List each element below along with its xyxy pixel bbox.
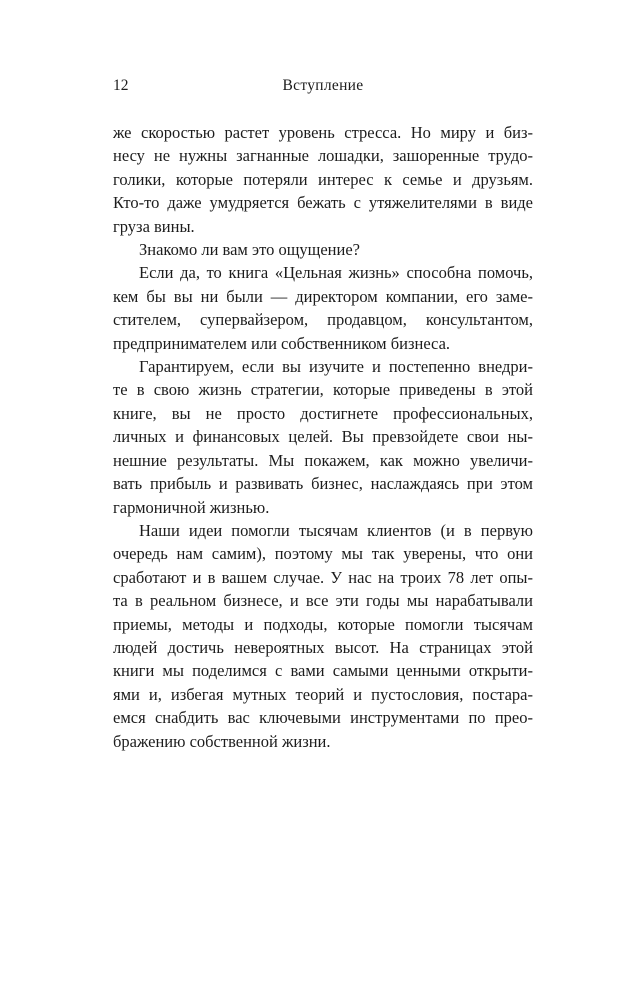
chapter-header-title: Вступление [282, 77, 364, 94]
text-line: Наши идеи помогли тысячам клиентов (и в первую [139, 520, 533, 540]
text-line: ями и, избегая мутных теорий и пустословия, постара- [113, 684, 533, 704]
text-line: те в свою жизнь стратегии, которые приведены в этой [113, 380, 533, 400]
text-line: Если да, то книга «Цельная жизнь» способна помочь, [139, 263, 533, 283]
text-line: груза вины. [113, 216, 195, 236]
text-line: Кто-то даже умудряется бежать с утяжелителями в виде [113, 193, 533, 213]
text-line: приемы, методы и подходы, которые помогли тысячам [113, 614, 533, 634]
text-line: емся снабдить вас ключевыми инструментами по прео- [113, 708, 533, 728]
page-number: 12 [113, 77, 129, 94]
text-line: бражению собственной жизни. [113, 731, 331, 751]
text-line: книги мы поделимся с вами самыми ценными открыти- [113, 661, 533, 681]
text-line: предпринимателем или собственником бизнеса. [113, 333, 451, 353]
text-line: книге, вы не просто достигнете профессиональных, [113, 403, 533, 423]
text-line: голики, которые потеряли интерес к семье и друзьям. [113, 169, 533, 189]
text-line: личных и финансовых целей. Вы превзойдете свои ны- [113, 427, 533, 447]
text-line: людей достичь невероятных высот. На страницах этой [113, 637, 533, 657]
body-text-block [113, 121, 533, 753]
text-line: сработают и в вашем случае. У нас на троих 78 лет опы- [113, 567, 533, 587]
text-line: гармоничной жизнью. [113, 497, 270, 517]
text-line: Гарантируем, если вы изучите и постепенно внедри- [139, 357, 533, 377]
text-line: стителем, супервайзером, продавцом, консультантом, [113, 310, 533, 330]
text-line: очередь нам самим), поэтому мы так уверены, что они [113, 544, 533, 564]
running-header [113, 77, 533, 97]
text-line: та в реальном бизнесе, и все эти годы мы нарабатывали [113, 591, 533, 611]
text-line: Знакомо ли вам это ощущение? [139, 240, 360, 260]
text-line: несу не нужны загнанные лошадки, зашоренные трудо- [113, 146, 533, 166]
text-line: нешние результаты. Мы покажем, как можно увеличи- [113, 450, 533, 470]
text-line: же скоростью растет уровень стресса. Но миру и биз- [113, 123, 533, 142]
text-line: вать прибыль и развивать бизнес, наслаждаясь при этом [113, 474, 533, 494]
text-line: кем бы вы ни были — директором компании, его заме- [113, 286, 533, 306]
